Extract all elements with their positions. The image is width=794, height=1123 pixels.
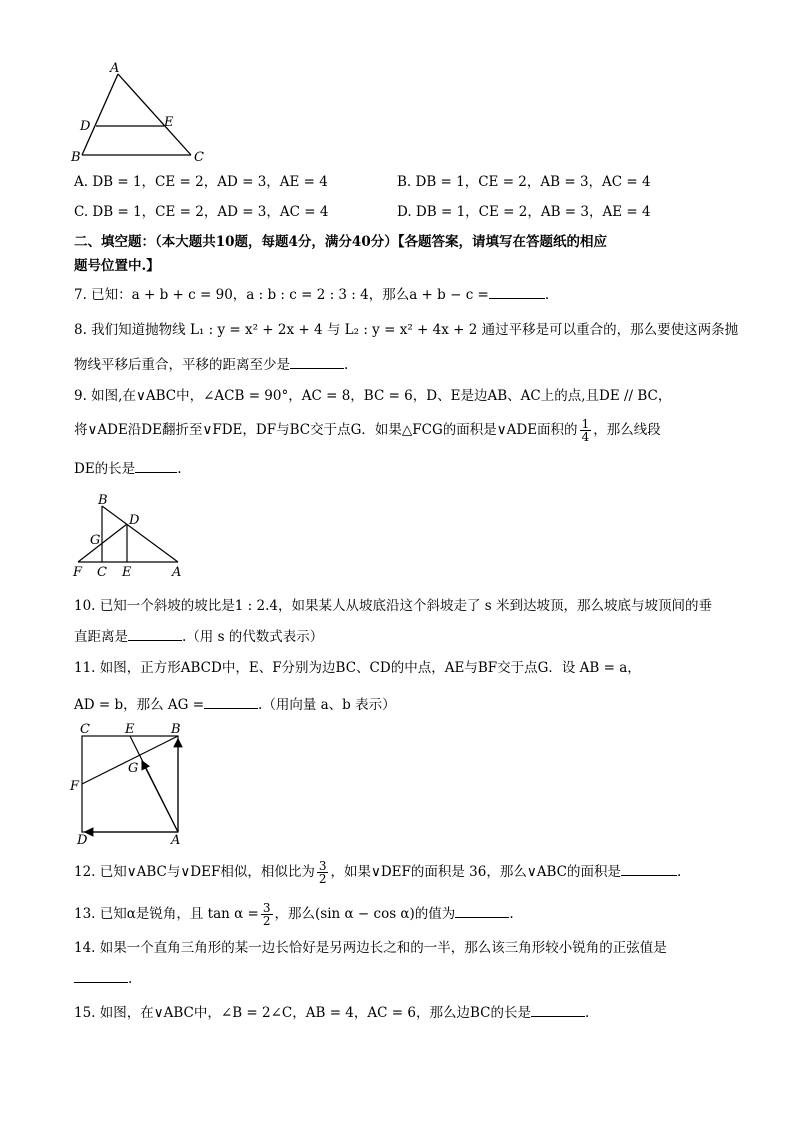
label-A: A bbox=[171, 833, 181, 848]
frac-num: 3 bbox=[262, 901, 271, 915]
question-15 bbox=[74, 1002, 589, 1023]
option-b: B. DB = 1，CE = 2，AB = 3，AC = 4 bbox=[397, 174, 651, 190]
frac-den: 2 bbox=[318, 872, 327, 886]
label-A: A bbox=[110, 61, 120, 76]
label-F: F bbox=[70, 779, 80, 794]
question-8: 8. 我们知道抛物线 L₁ : y = x² + 2x + 4 与 L₂ : y = x² + 4x + 2 通过平移是可以重合的，那么要使这两条抛 bbox=[74, 322, 739, 338]
label-E: E bbox=[122, 565, 132, 580]
label-D: D bbox=[129, 513, 140, 528]
section-title-cont: 题号位置中.】 bbox=[74, 258, 160, 274]
answer-blank bbox=[204, 694, 258, 709]
question-13 bbox=[74, 902, 514, 927]
question-14: 14. 如果一个直角三角形的某一边长恰好是另两边长之和的一半，那么该三角形较小锐角的正弦值是 bbox=[74, 940, 667, 956]
q12-text-a: 12. 已知∨ABC与∨DEF相似，相似比为 bbox=[74, 864, 315, 880]
q15-tail: . bbox=[584, 1005, 590, 1021]
option-d: D. DB = 1，CE = 2，AB = 3，AE = 4 bbox=[397, 204, 651, 220]
q13-text-a: 13. 已知α是锐角，且 tan α = bbox=[74, 906, 259, 922]
answer-blank bbox=[74, 968, 128, 983]
answer-blank bbox=[128, 626, 182, 641]
question-11: 11. 如图，正方形ABCD中，E、F分别为边BC、CD的中点，AE与BF交于点G．设 AB = a， bbox=[74, 660, 641, 676]
label-B: B bbox=[98, 493, 108, 508]
q9-line3: DE的长是 bbox=[74, 461, 136, 477]
question-7 bbox=[74, 284, 549, 305]
q14-tail: . bbox=[128, 971, 133, 987]
question-11-cont bbox=[74, 694, 396, 715]
frac-den: 4 bbox=[581, 430, 590, 444]
fraction bbox=[261, 902, 273, 927]
label-F: F bbox=[73, 565, 83, 580]
question-8-cont bbox=[74, 354, 348, 375]
frac-num: 3 bbox=[318, 859, 327, 873]
q11-line2b: .（用向量 a、b 表示） bbox=[258, 697, 396, 713]
answer-blank bbox=[489, 284, 545, 299]
q13-tail: . bbox=[509, 906, 514, 922]
fraction bbox=[317, 860, 329, 885]
q8-tail: . bbox=[344, 357, 349, 373]
frac-den: 2 bbox=[262, 914, 271, 928]
label-G: G bbox=[90, 533, 101, 548]
label-D: D bbox=[77, 833, 88, 848]
label-E: E bbox=[125, 722, 135, 737]
label-B: B bbox=[71, 150, 81, 165]
q9-line2a: 将∨ADE沿DE翻折至∨FDE，DF与BC交于点G．如果△FCG的面积是∨ADE面积的 bbox=[74, 422, 578, 438]
fraction bbox=[580, 418, 592, 443]
label-C: C bbox=[97, 565, 107, 580]
answer-blank bbox=[290, 354, 344, 369]
question-12 bbox=[74, 860, 681, 885]
q12-text-b: ，如果∨DEF的面积是 36，那么∨ABC的面积是 bbox=[330, 864, 621, 880]
q12-tail: . bbox=[677, 864, 682, 880]
q7-tail: . bbox=[544, 287, 550, 303]
option-c: C. DB = 1，CE = 2，AD = 3，AC = 4 bbox=[74, 204, 329, 220]
label-C: C bbox=[194, 150, 204, 165]
q7-text: 7. 已知：a + b + c = 90，a : b : c = 2 : 3 : 4，那么a + b − c = bbox=[74, 287, 489, 303]
triangle-figure-q9 bbox=[68, 492, 188, 582]
triangle-figure-q6 bbox=[66, 58, 216, 166]
label-C: C bbox=[80, 722, 90, 737]
label-G: G bbox=[128, 761, 139, 776]
question-10: 10. 已知一个斜坡的坡比是1 : 2.4，如果某人从坡底沿这个斜坡走了 s 米到达坡顶，那么坡底与坡顶间的垂 bbox=[74, 598, 712, 614]
question-9-cont bbox=[74, 418, 661, 443]
q10-line2a: 直距离是 bbox=[74, 629, 128, 645]
answer-blank bbox=[621, 861, 677, 876]
question-10-cont bbox=[74, 626, 323, 647]
section-title: 二、填空题：（本大题共10题，每题4分，满分40分）【各题答案，请填写在答题纸的相应 bbox=[74, 234, 607, 250]
q13-text-b: ，那么(sin α − cos α)的值为 bbox=[274, 906, 456, 922]
question-14-cont bbox=[74, 968, 132, 989]
q8-line2: 物线平移后重合，平移的距离至少是 bbox=[74, 357, 290, 373]
label-B: B bbox=[171, 722, 181, 737]
question-9: 9. 如图,在∨ABC中，∠ACB = 90°，AC = 8，BC = 6，D、E是边AB、AC上的点,且DE // BC， bbox=[74, 388, 672, 404]
answer-blank bbox=[531, 1002, 585, 1017]
label-A: A bbox=[172, 565, 182, 580]
label-E: E bbox=[164, 115, 174, 130]
q15-text: 15. 如图，在∨ABC中，∠B = 2∠C，AB = 4，AC = 6，那么边BC的长是 bbox=[74, 1005, 531, 1021]
q9-line2b: ，那么线段 bbox=[593, 422, 661, 438]
question-9-cont2 bbox=[74, 458, 181, 479]
square-figure-q11 bbox=[68, 720, 188, 848]
frac-num: 1 bbox=[581, 417, 590, 431]
option-a: A. DB = 1，CE = 2，AD = 3，AE = 4 bbox=[74, 174, 328, 190]
answer-blank bbox=[135, 458, 177, 473]
q9-tail: . bbox=[177, 461, 182, 477]
q10-line2b: .（用 s 的代数式表示） bbox=[182, 629, 324, 645]
label-D: D bbox=[80, 119, 91, 134]
q11-line2a: AD = b，那么 AG = bbox=[74, 697, 205, 713]
answer-blank bbox=[455, 903, 509, 918]
